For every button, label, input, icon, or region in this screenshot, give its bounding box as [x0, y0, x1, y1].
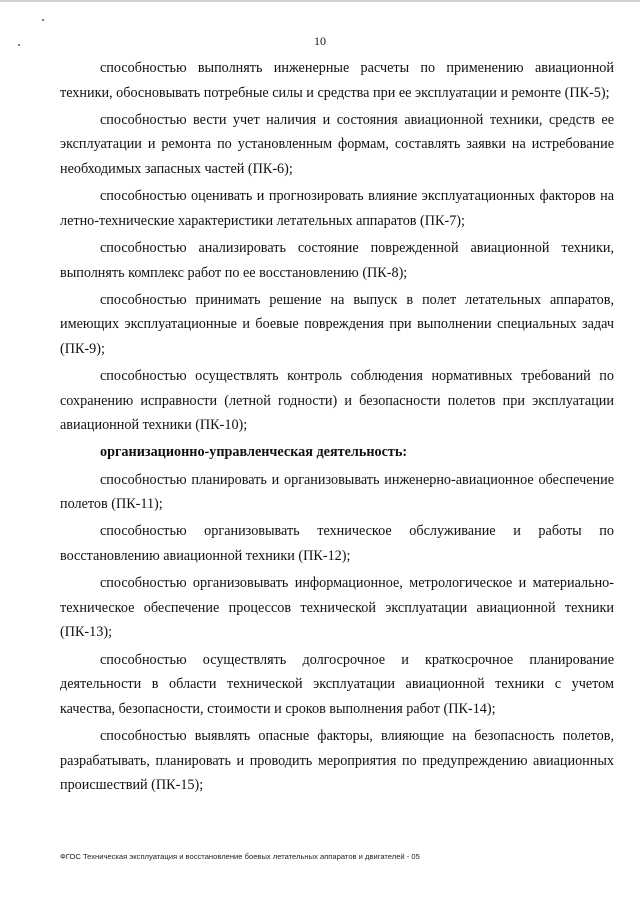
- scan-edge-line: [0, 0, 640, 2]
- competency-item-pk6: способностью вести учет наличия и состояния авиационной техники, средств ее эксплуатации и ремонта по установленным формам, составлять заявки на истребование необходимых запасных частей (ПК-6);: [60, 111, 614, 177]
- section-heading: организационно-управленческая деятельность:: [100, 444, 408, 461]
- competency-item-pk7: способностью оценивать и прогнозировать влияние эксплуатационных факторов на летно-технические характеристики летательных аппаратов (ПК-7);: [60, 188, 614, 229]
- competency-item-pk15: способностью выявлять опасные факторы, влияющие на безопасность полетов, разрабатывать, планировать и проводить мероприятия по предупреждению авиационных происшествий (ПК-15);: [60, 727, 614, 794]
- competency-item-pk5: способностью выполнять инженерные расчеты по применению авиационной техники, обосновывать потребные силы и средства при ее эксплуатации и ремонте (ПК-5);: [60, 60, 614, 101]
- document-body: [60, 56, 614, 800]
- competency-item-pk13: способностью организовывать информационное, метрологическое и материально-техническое обеспечение процессов технической эксплуатации авиационной техники (ПК-13);: [60, 575, 614, 641]
- competency-item-pk12: способностью организовывать техническое обслуживание и работы по восстановлению авиационной техники (ПК-12);: [60, 523, 614, 565]
- competency-item-pk11: способностью планировать и организовывать инженерно-авиационное обеспечение полетов (ПК-11);: [60, 471, 614, 513]
- page-number: 10: [314, 34, 326, 48]
- page-footer: ФГОС Техническая эксплуатация и восстановление боевых летательных аппаратов и двигателей - 05: [60, 852, 420, 861]
- competency-item-pk10: способностью осуществлять контроль соблюдения нормативных требований по сохранению исправности (летной годности) и безопасности полетов при эксплуатации авиационной техники (ПК-10);: [60, 368, 614, 434]
- competency-item-pk8: способностью анализировать состояние поврежденной авиационной техники, выполнять комплекс работ по ее восстановлению (ПК-8);: [60, 239, 614, 281]
- competency-item-pk14: способностью осуществлять долгосрочное и краткосрочное планирование деятельности в области технической эксплуатации авиационной техники с учетом качества, безопасности, стоимости и сроков выполнения работ (ПК-14);: [60, 651, 614, 717]
- scan-speck: [42, 19, 44, 21]
- competency-item-pk9: способностью принимать решение на выпуск в полет летательных аппаратов, имеющих эксплуатационные и боевые повреждения при выполнении специальных задач (ПК-9);: [60, 291, 614, 357]
